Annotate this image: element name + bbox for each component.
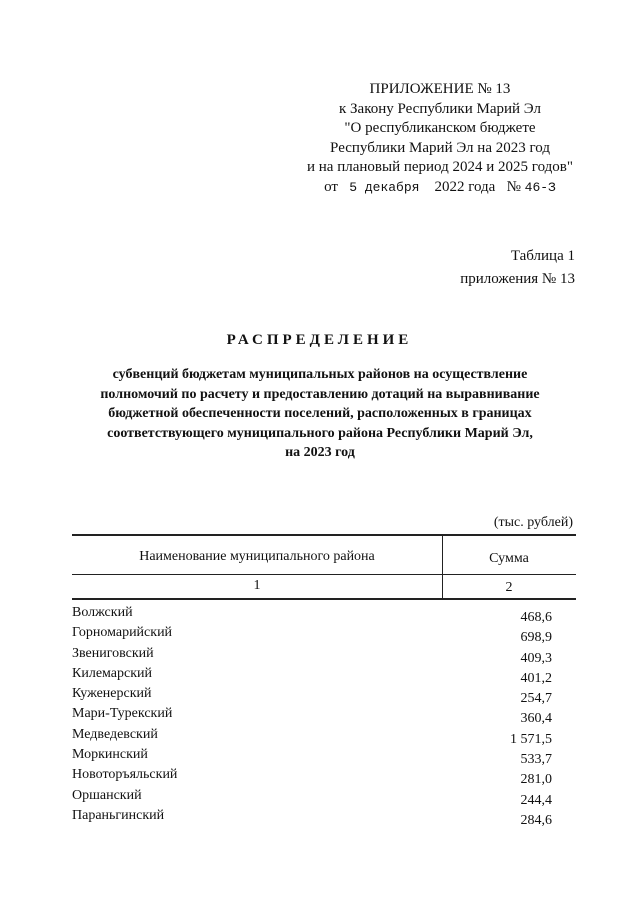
column-number-2: 2 xyxy=(505,580,513,595)
appendix-line: и на плановый период 2024 и 2025 годов" xyxy=(307,159,573,175)
date-day-month: 5 декабря xyxy=(349,179,420,195)
table-header-rule xyxy=(72,574,576,575)
document-subtitle xyxy=(70,365,570,463)
law-number: 46-З xyxy=(524,179,556,195)
district-name: Новоторъяльский xyxy=(72,767,178,783)
table-reference xyxy=(460,245,575,291)
table-row xyxy=(68,808,586,828)
table-row xyxy=(68,747,586,767)
district-sum: 254,7 xyxy=(520,691,552,707)
district-sum: 244,4 xyxy=(520,792,552,808)
subtitle-line: полномочий по расчету и предоставлению дотаций на выравнивание xyxy=(100,386,540,402)
table-row xyxy=(68,686,586,706)
date-year: 2022 года xyxy=(434,178,496,195)
table-row xyxy=(68,767,586,787)
subtitle-line: соответствующего муниципального района Республики Марий Эл, xyxy=(107,425,533,441)
district-name: Параньгинский xyxy=(72,807,165,823)
district-name: Килемарский xyxy=(72,665,153,681)
table-row xyxy=(68,646,586,666)
district-name: Моркинский xyxy=(72,747,148,763)
district-name: Волжский xyxy=(72,605,133,620)
table-row xyxy=(68,727,586,747)
appendix-line: к Закону Республики Марий Эл xyxy=(338,100,541,117)
appendix-header xyxy=(290,80,590,197)
district-name: Горномарийский xyxy=(72,625,173,641)
subtitle-line: бюджетной обеспеченности поселений, расположенных в границах xyxy=(108,406,532,421)
district-name: Куженерский xyxy=(72,686,152,702)
table-ref-line2: приложения № 13 xyxy=(460,271,575,287)
appendix-line: ПРИЛОЖЕНИЕ № 13 xyxy=(369,81,511,97)
district-sum: 360,4 xyxy=(520,711,552,727)
law-number-prefix: № xyxy=(506,178,521,195)
column-number-1: 1 xyxy=(253,578,261,593)
appendix-date-line xyxy=(290,178,590,198)
appendix-line: Республики Марий Эл на 2023 год xyxy=(330,139,550,156)
district-name: Оршанский xyxy=(72,787,142,803)
table-body xyxy=(68,605,586,828)
table-row xyxy=(68,666,586,686)
document-title: РАСПРЕДЕЛЕНИЕ xyxy=(226,332,413,348)
district-name: Медведевский xyxy=(72,726,158,742)
appendix-line: "О республиканском бюджете xyxy=(344,120,536,136)
table-row xyxy=(68,788,586,808)
table-row xyxy=(68,625,586,645)
district-sum: 533,7 xyxy=(520,752,552,768)
district-sum: 1 571,5 xyxy=(510,731,552,747)
district-sum: 281,0 xyxy=(520,772,552,788)
table-number-rule xyxy=(72,598,576,600)
column-header-name: Наименование муниципального района xyxy=(139,549,375,564)
district-sum: 468,6 xyxy=(520,610,552,625)
district-name: Мари-Турекский xyxy=(72,706,173,722)
column-header-sum: Сумма xyxy=(489,551,529,566)
table-row xyxy=(68,706,586,726)
district-sum: 698,9 xyxy=(520,630,552,646)
district-name: Звениговский xyxy=(72,645,154,661)
table-top-rule xyxy=(72,534,576,536)
units-label: (тыс. рублей) xyxy=(493,515,573,530)
subtitle-line: на 2023 год xyxy=(285,445,355,460)
district-sum: 401,2 xyxy=(520,670,552,686)
district-sum: 284,6 xyxy=(520,812,552,828)
table-ref-line1: Таблица 1 xyxy=(510,248,575,264)
date-prefix: от xyxy=(324,178,338,195)
table-row xyxy=(68,605,586,625)
subtitle-line: субвенций бюджетам муниципальных районов на осуществление xyxy=(112,367,528,382)
district-sum: 409,3 xyxy=(520,650,552,666)
